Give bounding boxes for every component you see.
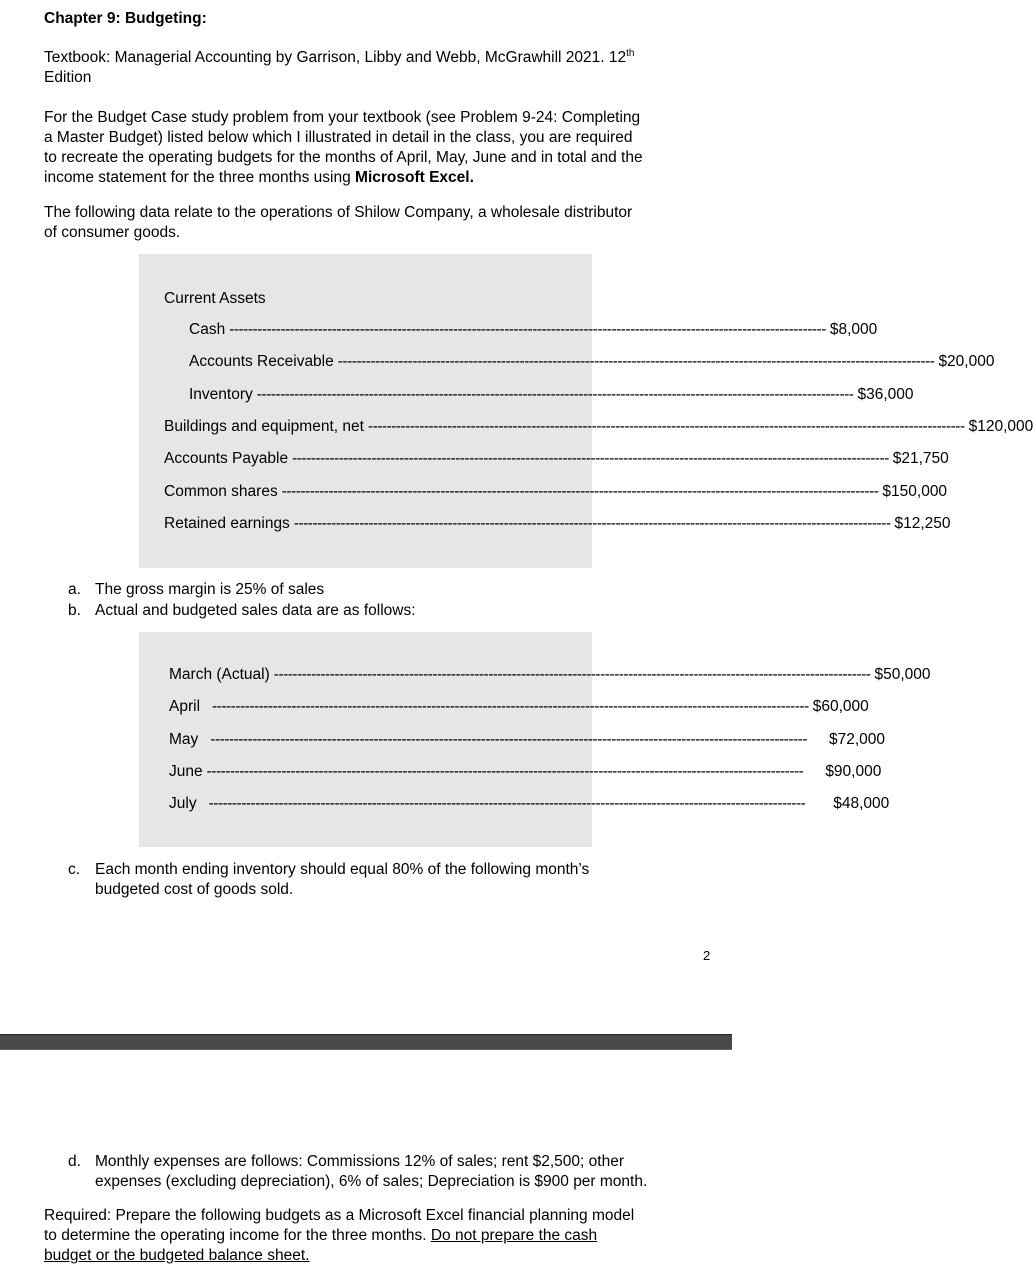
dash-leader: -------------------------------------------------------------------------------------------------------------------------------- [337,353,935,370]
item-c-line-2: budgeted cost of goods sold. [95,881,294,898]
balance-row-common-shares [164,482,948,502]
balance-label: Inventory [189,386,253,403]
balance-value: $20,000 [938,353,995,370]
dash-leader: -------------------------------------------------------------------------------------------------------------------------------- [206,763,804,780]
balance-row-accounts-payable [164,449,949,469]
balance-row-retained-earnings [164,514,951,534]
sales-row-july [169,794,890,814]
balance-row-buildings [164,417,1033,437]
list-text: The gross margin is 25% of sales [95,581,325,598]
data-intro-paragraph [44,203,724,243]
intro-last-text: income statement for the three months using [44,169,356,186]
item-c-line-1: Each month ending inventory should equal 80% of the following month’s [95,861,590,878]
list-text [95,860,695,900]
sales-value: $48,000 [833,795,890,812]
balance-label: Common shares [164,483,278,500]
required-line-3: budget or the budgeted balance sheet. [44,1247,310,1264]
data-intro-line-1: The following data relate to the operations of Shilow Company, a wholesale distributor [44,204,633,221]
balance-value: $21,750 [892,450,949,467]
balance-value: $8,000 [829,321,878,338]
sales-value: $72,000 [828,731,886,748]
current-assets-title: Current Assets [164,290,266,307]
dash-leader: -------------------------------------------------------------------------------------------------------------------------------- [273,666,871,683]
intro-line-1: For the Budget Case study problem from your textbook (see Problem 9-24: Completing [44,109,641,126]
dash-leader: -------------------------------------------------------------------------------------------------------------------------------- [229,321,826,338]
required-text: to determine the operating income for the three months. [44,1227,431,1244]
intro-line-4 [44,168,724,188]
dash-leader: -------------------------------------------------------------------------------------------------------------------------------- [210,731,807,748]
sales-row-june [169,762,882,782]
dash-leader: -------------------------------------------------------------------------------------------------------------------------------- [208,795,806,812]
balance-row-inventory [189,385,914,405]
sales-label: March (Actual) [169,666,270,683]
balance-value: $150,000 [882,483,948,500]
balance-label: Accounts Receivable [189,353,334,370]
textbook-superscript: th [626,47,635,59]
balance-label: Buildings and equipment, net [164,418,364,435]
sales-value: $50,000 [874,666,931,683]
dash-leader: -------------------------------------------------------------------------------------------------------------------------------- [256,386,854,403]
item-d-line-1: Monthly expenses are follows: Commissions 12% of sales; rent $2,500; other [95,1153,624,1170]
page-break-divider [0,1034,732,1050]
data-intro-line-2: of consumer goods. [44,224,181,241]
balance-value: $36,000 [857,386,914,403]
dash-leader: -------------------------------------------------------------------------------------------------------------------------------- [293,515,891,532]
intro-excel-bold: Microsoft Excel. [355,169,474,186]
sales-label: May [169,731,199,748]
sales-row-march [169,665,931,685]
intro-line-2: a Master Budget) listed below which I illustrated in detail in the class, you are required [44,129,633,146]
list-item-d [68,1152,718,1194]
list-text [95,1152,725,1192]
sales-value: $90,000 [825,763,882,780]
dash-leader: -------------------------------------------------------------------------------------------------------------------------------- [292,450,889,467]
balance-value: $120,000 [968,418,1033,435]
item-d-line-2: expenses (excluding depreciation), 6% of sales; Depreciation is $900 per month. [95,1173,648,1190]
balance-value: $12,250 [894,515,951,532]
balance-row-cash [189,320,878,340]
intro-paragraph [44,108,724,188]
balance-label: Accounts Payable [164,450,289,467]
list-marker: d. [68,1153,81,1170]
list-item-c [68,860,688,902]
balance-label: Retained earnings [164,515,290,532]
textbook-line [44,48,724,68]
sales-label: April [169,698,201,715]
page-number: 2 [703,948,711,963]
sales-label: June [169,763,203,780]
list-marker: b. [68,602,81,619]
list-text: Actual and budgeted sales data are as follows: [95,602,416,619]
dash-leader: -------------------------------------------------------------------------------------------------------------------------------- [281,483,879,500]
textbook-text: Textbook: Managerial Accounting by Garrison, Libby and Webb, McGrawhill 2021. 12 [44,49,627,66]
dash-leader: -------------------------------------------------------------------------------------------------------------------------------- [367,418,965,435]
balance-label: Cash [189,321,226,338]
required-line-1: Required: Prepare the following budgets as a Microsoft Excel financial planning model [44,1207,635,1224]
chapter-heading: Chapter 9: Budgeting: [44,10,207,27]
sales-label: July [169,795,197,812]
sales-row-may [169,730,886,750]
sales-row-april [169,697,869,717]
list-marker: a. [68,581,81,598]
list-marker: c. [68,861,81,878]
required-paragraph [44,1206,724,1266]
required-underlined-1: Do not prepare the cash [430,1227,598,1244]
intro-line-3: to recreate the operating budgets for the months of April, May, June and in total and the [44,149,643,166]
dash-leader: -------------------------------------------------------------------------------------------------------------------------------- [212,698,809,715]
sales-value: $60,000 [812,698,869,715]
required-line-2 [44,1226,724,1246]
balance-row-accounts-receivable [189,352,995,372]
textbook-edition: Edition [44,69,92,86]
